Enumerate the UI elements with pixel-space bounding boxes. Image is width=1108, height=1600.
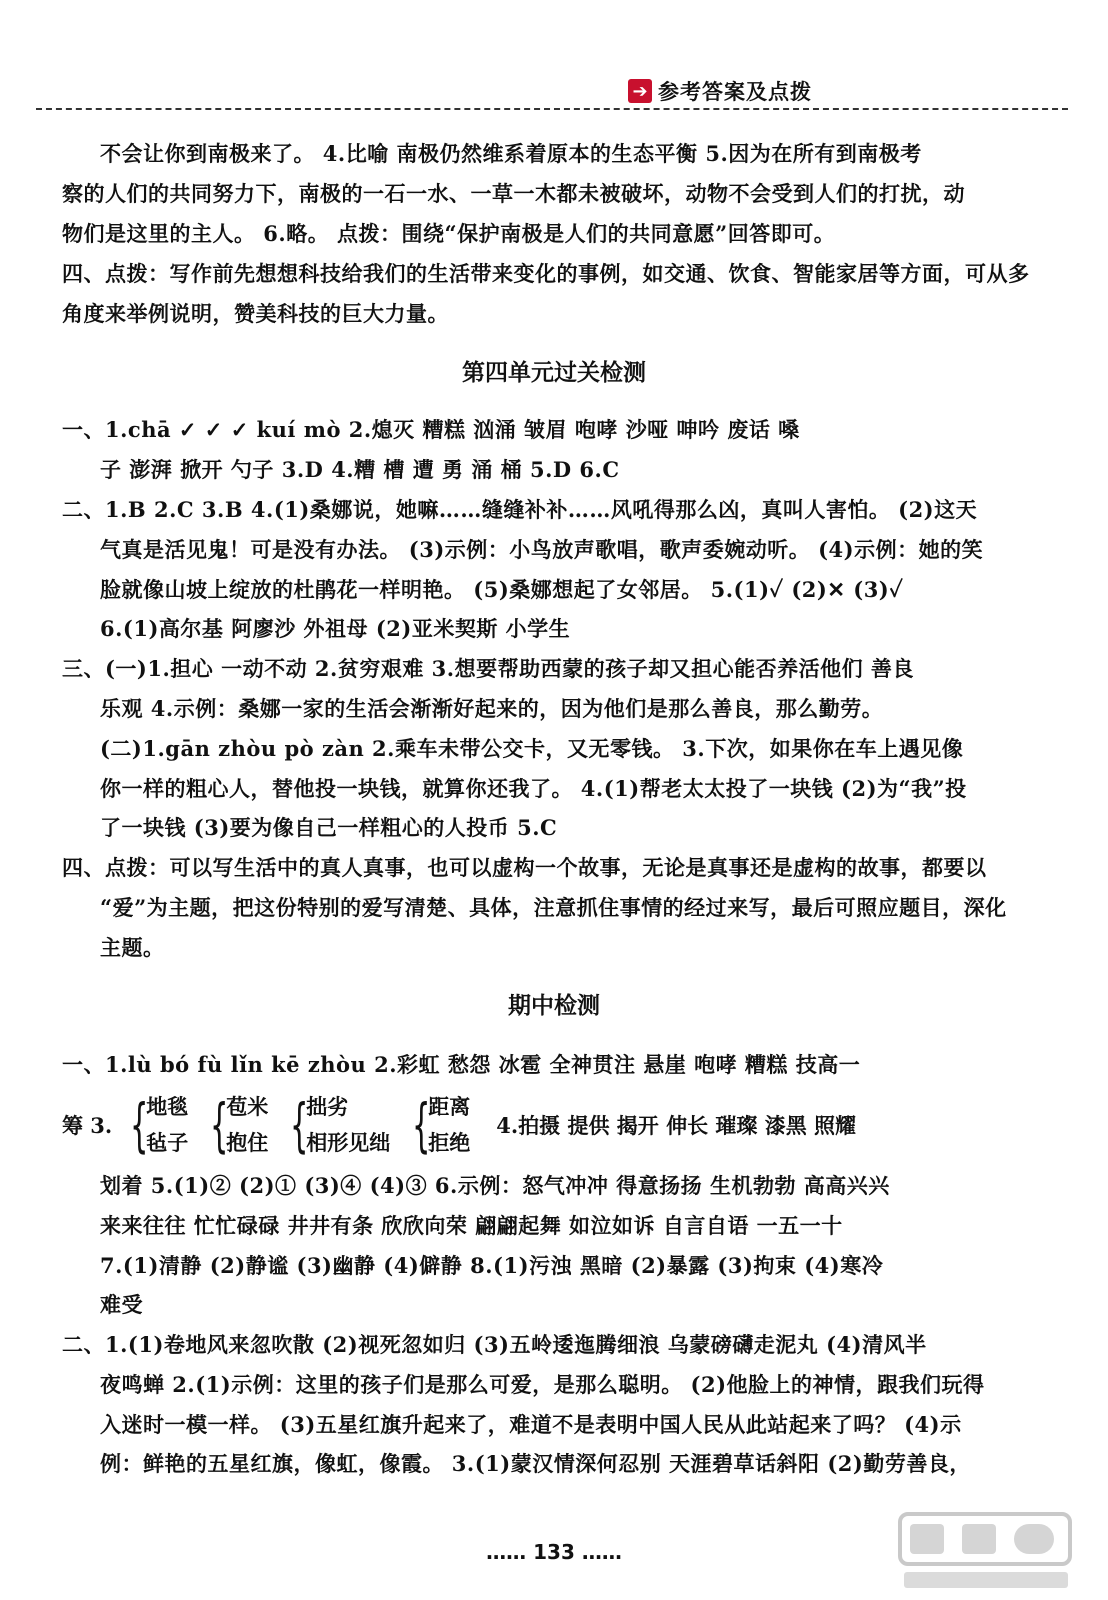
text-line: 子 澎湃 掀开 勺子 3.D 4.糟 槽 遭 勇 涌 桶 5.D 6.C bbox=[100, 457, 620, 482]
text-line: 不会让你到南极来了。 4.比喻 南极仍然维系着原本的生态平衡 5.因为在所有到南极考 bbox=[100, 141, 922, 166]
text-line: (二)1.gān zhòu pò zàn 2.乘车未带公交卡，又无零钱。 3.下次，如果你在车上遇见像 bbox=[100, 736, 964, 761]
brace-group bbox=[408, 1089, 470, 1161]
text-line: 入迷时一模一样。 (3)五星红旗升起来了，难道不是表明中国人民从此站起来了吗？ (4)示 bbox=[100, 1412, 962, 1437]
text-line: 四、点拨：写作前先想想科技给我们的生活带来变化的事例，如交通、饮食、智能家居等方面，可从多 bbox=[62, 261, 1030, 286]
text-line: 三、(一)1.担心 一动不动 2.贫穷艰难 3.想要帮助西蒙的孩子却又担心能否养活他们 善良 bbox=[62, 656, 914, 681]
left-brace-icon: { bbox=[130, 1091, 149, 1159]
brace-group bbox=[126, 1089, 188, 1161]
brace-item: 拒绝 bbox=[428, 1130, 471, 1155]
text-line: 6.(1)高尔基 阿廖沙 外祖母 (2)亚米契斯 小学生 bbox=[100, 616, 571, 641]
text-line: 了一块钱 (3)要为像自己一样粗心的人投币 5.C bbox=[100, 815, 558, 840]
left-brace-icon: { bbox=[290, 1091, 309, 1159]
text-line: 主题。 bbox=[100, 935, 165, 960]
text-line: 脸就像山坡上绽放的杜鹃花一样明艳。 (5)桑娜想起了女邻居。 5.(1)✓ (2)✕ (3)✓ bbox=[100, 577, 904, 602]
text-line: 物们是这里的主人。 6.略。 点拨：围绕“保护南极是人们的共同意愿”回答即可。 bbox=[62, 221, 836, 246]
text-line: 夜鸣蝉 2.(1)示例：这里的孩子们是那么可爱，是那么聪明。 (2)他脸上的神情，跟我们玩得 bbox=[100, 1372, 985, 1397]
text-line: 一、1.lù bó fù lǐn kē zhòu 2.彩虹 愁怨 冰雹 全神贯注 悬崖 咆哮 糟糕 技高一 bbox=[62, 1052, 861, 1077]
brace-item: 拙劣 bbox=[306, 1094, 349, 1119]
brace-item: 距离 bbox=[428, 1094, 471, 1119]
header-badge bbox=[628, 76, 812, 106]
arrow-right-icon: ➔ bbox=[628, 79, 652, 103]
left-brace-icon: { bbox=[412, 1091, 431, 1159]
text-line: 7.(1)清静 (2)静谧 (3)幽静 (4)僻静 8.(1)污浊 黑暗 (2)暴露 (3)拘束 (4)寒冷 bbox=[100, 1253, 884, 1278]
text-line: 你一样的粗心人，替他投一块钱，就算你还我了。 4.(1)帮老太太投了一块钱 (2)为“我”投 bbox=[100, 776, 967, 801]
left-brace-icon: { bbox=[210, 1091, 229, 1159]
watermark-logo bbox=[896, 1508, 1076, 1594]
text-line: “爱”为主题，把这份特别的爱写清楚、具体，注意抓住事情的经过来写，最后可照应题目，深化 bbox=[100, 895, 1007, 920]
brace-item: 苞米 bbox=[226, 1094, 269, 1119]
text-line: 二、1.B 2.C 3.B 4.(1)桑娜说，她嘛……缝缝补补……风吼得那么凶，真叫人害怕。 (2)这天 bbox=[62, 497, 978, 522]
section-title-midterm: 期中检测 bbox=[508, 992, 600, 1019]
text-line: 乐观 4.示例：桑娜一家的生活会渐渐好起来的，因为他们是那么善良，那么勤劳。 bbox=[100, 696, 884, 721]
section-title-unit4: 第四单元过关检测 bbox=[462, 359, 646, 386]
brace-answer-row bbox=[62, 1088, 856, 1162]
brace-item: 毡子 bbox=[146, 1130, 189, 1155]
text-line: 来来往往 忙忙碌碌 井井有条 欣欣向荣 翩翩起舞 如泣如诉 自言自语 一五一十 bbox=[100, 1213, 843, 1238]
brace-group bbox=[206, 1089, 268, 1161]
text-line: 一、1.chā ✓ ✓ ✓ kuí mò 2.熄灭 糟糕 汹涌 皱眉 咆哮 沙哑 呻吟 废话 嗓 bbox=[62, 417, 800, 442]
text-line: 四、点拨：可以写生活中的真人真事，也可以虚构一个故事，无论是真事还是虚构的故事，都要以 bbox=[62, 855, 987, 880]
brace-tail-text: 4.拍摄 提供 揭开 伸长 璀璨 漆黑 照耀 bbox=[496, 1113, 857, 1138]
brace-item: 抱住 bbox=[226, 1130, 269, 1155]
brace-group bbox=[286, 1089, 390, 1161]
brace-item: 相形见绌 bbox=[306, 1130, 391, 1155]
text-line: 难受 bbox=[100, 1292, 143, 1317]
text-line: 划着 5.(1)② (2)① (3)④ (4)③ 6.示例：怒气冲冲 得意扬扬 生机勃勃 高高兴兴 bbox=[100, 1173, 890, 1198]
brace-lead: 筹 3. bbox=[62, 1113, 113, 1138]
text-line: 二、1.(1)卷地风来忽吹散 (2)视死忽如归 (3)五岭逶迤腾细浪 乌蒙磅礴走泥丸 (4)清风半 bbox=[62, 1332, 927, 1357]
text-line: 角度来举例说明，赞美科技的巨大力量。 bbox=[62, 301, 449, 326]
header-divider bbox=[36, 108, 1068, 110]
text-line: 例：鲜艳的五星红旗，像虹，像霞。 3.(1)蒙汉情深何忍别 天涯碧草话斜阳 (2)勤劳善良， bbox=[100, 1451, 971, 1476]
header-title: 参考答案及点拨 bbox=[658, 80, 812, 104]
brace-item: 地毯 bbox=[146, 1094, 189, 1119]
text-line: 气真是活见鬼！可是没有办法。 (3)示例：小鸟放声歌唱，歌声委婉动听。 (4)示例：她的笑 bbox=[100, 537, 984, 562]
page-number: …… 133 …… bbox=[486, 1540, 622, 1564]
text-line: 察的人们的共同努力下，南极的一石一水、一草一木都未被破坏，动物不会受到人们的打扰，动 bbox=[62, 181, 965, 206]
